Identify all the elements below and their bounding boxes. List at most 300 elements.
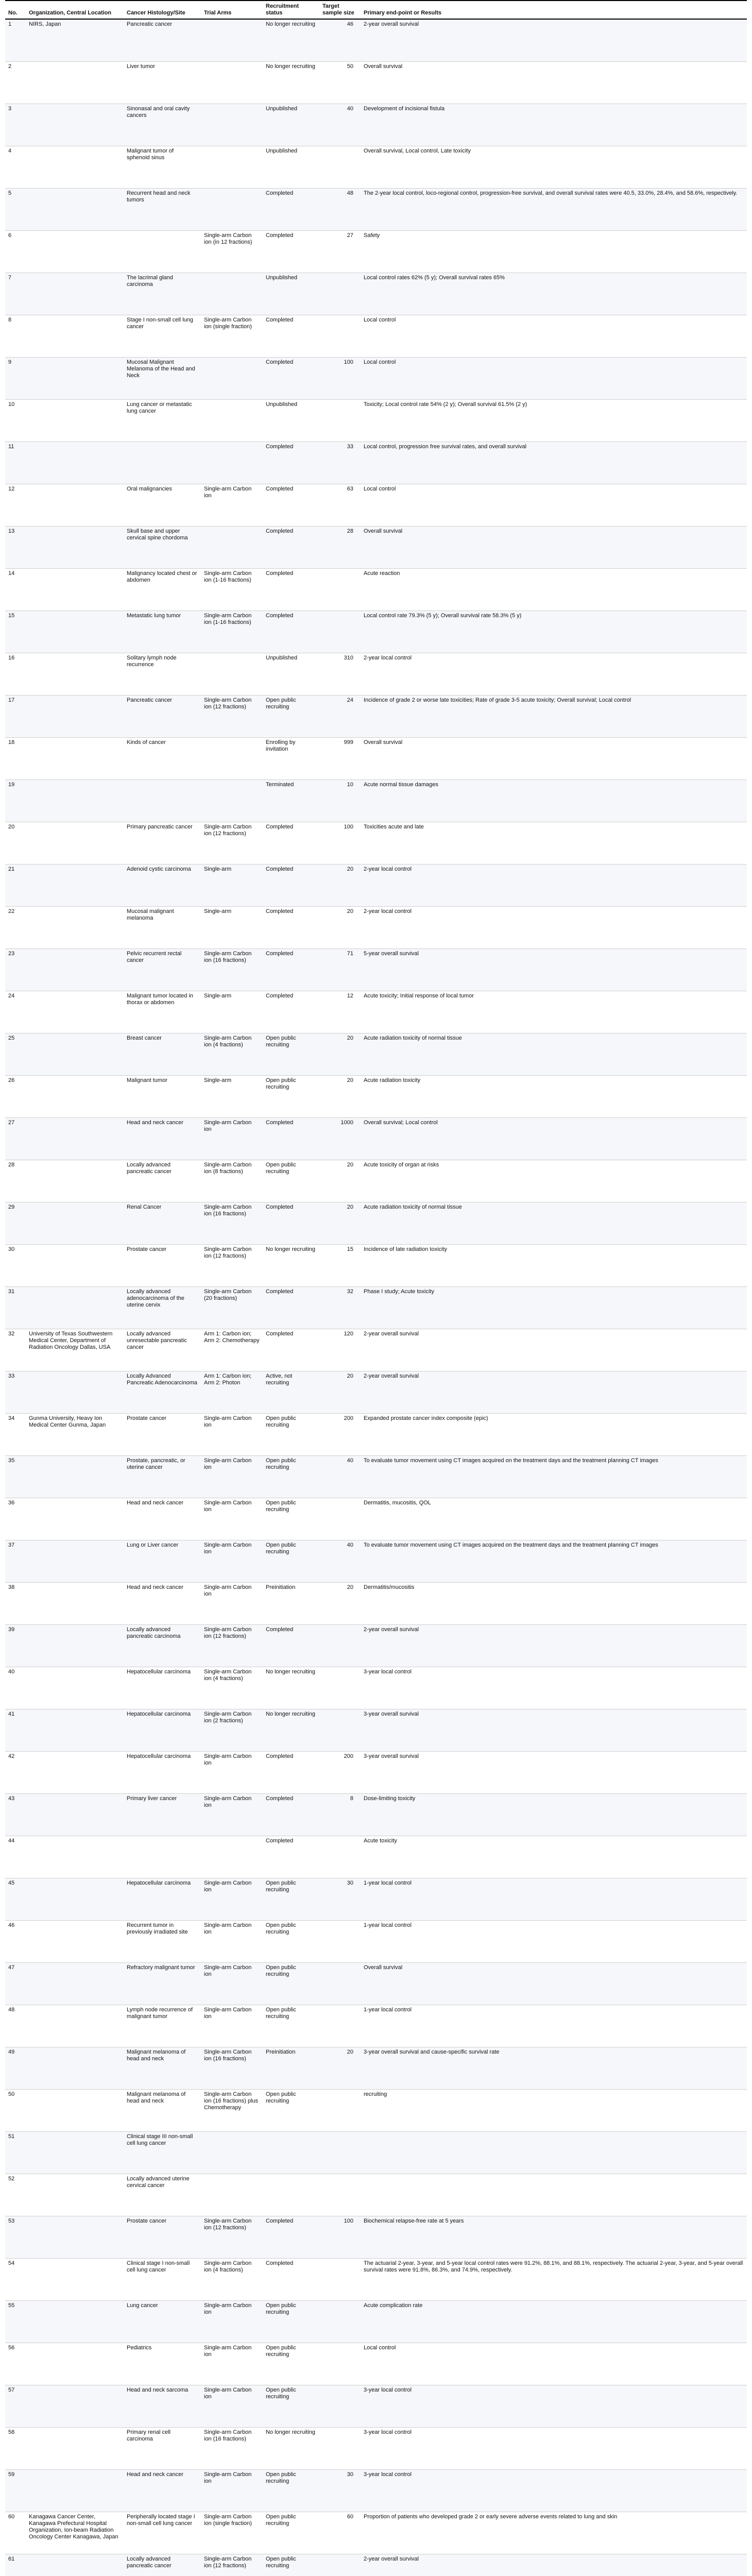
cell-cancer: Pancreatic cancer <box>124 19 201 61</box>
cell-trial-arms <box>201 737 263 779</box>
table-row <box>5 1413 747 1455</box>
cell-no: 13 <box>5 526 26 568</box>
cell-no: 56 <box>5 2343 26 2385</box>
cell-trial-arms: Single-arm Carbon ion <box>201 1413 263 1455</box>
cell-endpoint: The 2-year local control, loco-regional control, progression-free survival, and overall survival rates were 40.5, 33.0%, 28.4%, and 58.6%, respectively. <box>361 188 747 230</box>
cell-trial-arms: Single-arm Carbon ion <box>201 1793 263 1836</box>
cell-cancer: Solitary lymph node recurrence <box>124 653 201 695</box>
cell-recruitment-status: No longer recruiting <box>263 2427 319 2469</box>
cell-trial-arms <box>201 104 263 146</box>
cell-trial-arms <box>201 653 263 695</box>
cell-recruitment-status: Open public recruiting <box>263 1878 319 1920</box>
cell-target-sample-size: 10 <box>319 779 361 822</box>
cell-recruitment-status: Completed <box>263 1117 319 1160</box>
cell-organization <box>26 1033 124 1075</box>
cell-organization <box>26 2300 124 2343</box>
cell-no: 14 <box>5 568 26 611</box>
cell-endpoint: Local control rates 62% (5 y); Overall survival rates 65% <box>361 273 747 315</box>
cell-recruitment-status: Completed <box>263 864 319 906</box>
header-no: No. <box>5 1 26 19</box>
cell-recruitment-status: Open public recruiting <box>263 1413 319 1455</box>
cell-target-sample-size: 20 <box>319 1371 361 1413</box>
cell-organization <box>26 2554 124 2576</box>
header-organization: Organization, Central Location <box>26 1 124 19</box>
table-row <box>5 2174 747 2216</box>
cell-no: 53 <box>5 2216 26 2258</box>
cell-recruitment-status: Open public recruiting <box>263 1540 319 1582</box>
cell-cancer: Mucosal malignant melanoma <box>124 906 201 948</box>
cell-endpoint: 1-year local control <box>361 2005 747 2047</box>
cell-target-sample-size: 33 <box>319 442 361 484</box>
cell-target-sample-size: 15 <box>319 1244 361 1286</box>
cell-organization <box>26 2385 124 2427</box>
cell-organization <box>26 2131 124 2174</box>
cell-cancer: Locally advanced pancreatic cancer <box>124 1160 201 1202</box>
cell-recruitment-status: Open public recruiting <box>263 1075 319 1117</box>
cell-organization <box>26 2258 124 2300</box>
cell-no: 6 <box>5 230 26 273</box>
cell-trial-arms <box>201 2131 263 2174</box>
cell-organization <box>26 526 124 568</box>
table-body <box>5 19 747 2576</box>
cell-endpoint: Dermatitis, mucositis, QOL <box>361 1498 747 1540</box>
cell-recruitment-status: Open public recruiting <box>263 1920 319 1962</box>
cell-target-sample-size: 20 <box>319 1075 361 1117</box>
table-row <box>5 653 747 695</box>
table-row <box>5 948 747 991</box>
cell-target-sample-size: 20 <box>319 1582 361 1624</box>
cell-cancer <box>124 779 201 822</box>
table-row <box>5 1117 747 1160</box>
cell-endpoint: Local control <box>361 484 747 526</box>
cell-trial-arms <box>201 61 263 104</box>
cell-no: 32 <box>5 1329 26 1371</box>
cell-organization <box>26 1751 124 1793</box>
cell-no: 55 <box>5 2300 26 2343</box>
table-row <box>5 737 747 779</box>
cell-target-sample-size <box>319 2300 361 2343</box>
cell-cancer: Head and neck cancer <box>124 1117 201 1160</box>
table-row <box>5 611 747 653</box>
cell-organization <box>26 1709 124 1751</box>
cell-trial-arms: Single-arm Carbon ion (4 fractions) <box>201 1667 263 1709</box>
cell-endpoint: 2-year overall survival <box>361 1624 747 1667</box>
cell-endpoint: 2-year overall survival <box>361 1329 747 1371</box>
cell-target-sample-size <box>319 2427 361 2469</box>
cell-recruitment-status: No longer recruiting <box>263 1667 319 1709</box>
cell-trial-arms <box>201 357 263 399</box>
table-row <box>5 2005 747 2047</box>
cell-recruitment-status: Completed <box>263 1202 319 1244</box>
cell-organization <box>26 991 124 1033</box>
cell-target-sample-size: 24 <box>319 695 361 737</box>
cell-no: 42 <box>5 1751 26 1793</box>
cell-organization <box>26 1202 124 1244</box>
cell-cancer: Recurrent tumor in previously irradiated site <box>124 1920 201 1962</box>
cell-endpoint: 2-year local control <box>361 653 747 695</box>
cell-cancer: Malignancy located chest or abdomen <box>124 568 201 611</box>
cell-endpoint: Local control <box>361 357 747 399</box>
cell-recruitment-status: Unpublished <box>263 273 319 315</box>
cell-recruitment-status: Completed <box>263 442 319 484</box>
cell-target-sample-size <box>319 2258 361 2300</box>
cell-cancer: Locally Advanced Pancreatic Adenocarcinoma <box>124 1371 201 1413</box>
cell-organization <box>26 2047 124 2089</box>
cell-trial-arms: Single-arm Carbon ion <box>201 2005 263 2047</box>
table-row <box>5 1160 747 1202</box>
cell-recruitment-status: Terminated <box>263 779 319 822</box>
table-row <box>5 484 747 526</box>
cell-trial-arms: Single-arm Carbon ion <box>201 1920 263 1962</box>
cell-recruitment-status: Completed <box>263 1751 319 1793</box>
cell-trial-arms: Single-arm Carbon ion (12 fractions) <box>201 2216 263 2258</box>
cell-endpoint: Safety <box>361 230 747 273</box>
cell-trial-arms: Single-arm Carbon ion (16 fractions) <box>201 948 263 991</box>
cell-recruitment-status: Unpublished <box>263 653 319 695</box>
cell-recruitment-status: Completed <box>263 1286 319 1329</box>
cell-organization <box>26 568 124 611</box>
cell-trial-arms <box>201 146 263 188</box>
cell-organization <box>26 695 124 737</box>
cell-endpoint: To evaluate tumor movement using CT images acquired on the treatment days and the treatment planning CT images <box>361 1540 747 1582</box>
table-row <box>5 1667 747 1709</box>
table-row <box>5 695 747 737</box>
cell-organization <box>26 1498 124 1540</box>
cell-no: 20 <box>5 822 26 864</box>
cell-cancer: Prostate cancer <box>124 1244 201 1286</box>
cell-no: 44 <box>5 1836 26 1878</box>
cell-endpoint: Overall survival <box>361 61 747 104</box>
cell-recruitment-status <box>263 2131 319 2174</box>
cell-cancer: Metastatic lung tumor <box>124 611 201 653</box>
cell-endpoint: 1-year local control <box>361 1878 747 1920</box>
cell-cancer: Primary renal cell carcinoma <box>124 2427 201 2469</box>
cell-target-sample-size: 20 <box>319 864 361 906</box>
cell-trial-arms <box>201 399 263 442</box>
cell-no: 19 <box>5 779 26 822</box>
table-row <box>5 2512 747 2554</box>
cell-target-sample-size <box>319 568 361 611</box>
cell-target-sample-size: 48 <box>319 188 361 230</box>
cell-trial-arms <box>201 1836 263 1878</box>
cell-trial-arms: Single-arm Carbon ion <box>201 1962 263 2005</box>
cell-recruitment-status: Open public recruiting <box>263 2343 319 2385</box>
cell-target-sample-size <box>319 2131 361 2174</box>
cell-target-sample-size: 30 <box>319 2469 361 2512</box>
cell-target-sample-size: 999 <box>319 737 361 779</box>
table-row <box>5 1878 747 1920</box>
cell-organization <box>26 948 124 991</box>
table-row <box>5 906 747 948</box>
cell-target-sample-size: 20 <box>319 1202 361 1244</box>
table-row <box>5 1751 747 1793</box>
cell-target-sample-size <box>319 273 361 315</box>
table-row <box>5 991 747 1033</box>
cell-recruitment-status: Completed <box>263 188 319 230</box>
cell-trial-arms: Single-arm Carbon ion <box>201 2300 263 2343</box>
cell-organization <box>26 822 124 864</box>
cell-no: 38 <box>5 1582 26 1624</box>
cell-cancer: Lung cancer or metastatic lung cancer <box>124 399 201 442</box>
cell-recruitment-status: No longer recruiting <box>263 61 319 104</box>
cell-endpoint: Overall survival, Local control, Late toxicity <box>361 146 747 188</box>
cell-endpoint: Biochemical relapse-free rate at 5 years <box>361 2216 747 2258</box>
cell-trial-arms: Single-arm Carbon ion (12 fractions) <box>201 695 263 737</box>
cell-recruitment-status: No longer recruiting <box>263 1244 319 1286</box>
cell-cancer: Renal Cancer <box>124 1202 201 1244</box>
cell-trial-arms <box>201 273 263 315</box>
table-row <box>5 273 747 315</box>
cell-no: 23 <box>5 948 26 991</box>
cell-cancer: Pelvic recurrent rectal cancer <box>124 948 201 991</box>
cell-organization <box>26 2089 124 2131</box>
cell-trial-arms <box>201 526 263 568</box>
cell-organization <box>26 864 124 906</box>
cell-recruitment-status: Open public recruiting <box>263 1455 319 1498</box>
cell-organization <box>26 1075 124 1117</box>
cell-cancer <box>124 442 201 484</box>
cell-no: 15 <box>5 611 26 653</box>
cell-recruitment-status: Open public recruiting <box>263 1033 319 1075</box>
cell-target-sample-size <box>319 2343 361 2385</box>
table-row <box>5 146 747 188</box>
cell-cancer: Recurrent head and neck tumors <box>124 188 201 230</box>
cell-no: 45 <box>5 1878 26 1920</box>
cell-endpoint: Acute toxicity <box>361 1836 747 1878</box>
cell-organization <box>26 146 124 188</box>
cell-endpoint: Toxicities acute and late <box>361 822 747 864</box>
cell-endpoint: 3-year local control <box>361 2469 747 2512</box>
cell-no: 51 <box>5 2131 26 2174</box>
table-row <box>5 1075 747 1117</box>
cell-target-sample-size: 50 <box>319 61 361 104</box>
table-row <box>5 2089 747 2131</box>
cell-organization <box>26 273 124 315</box>
cell-recruitment-status: Open public recruiting <box>263 2385 319 2427</box>
cell-target-sample-size: 120 <box>319 1329 361 1371</box>
cell-target-sample-size: 40 <box>319 1455 361 1498</box>
cell-endpoint: Local control rate 79.3% (5 y); Overall survival rate 58.3% (5 y) <box>361 611 747 653</box>
cell-cancer: Prostate, pancreatic, or uterine cancer <box>124 1455 201 1498</box>
table-row <box>5 19 747 61</box>
cell-organization <box>26 2427 124 2469</box>
table-row <box>5 1244 747 1286</box>
cell-endpoint: 2-year overall survival <box>361 2554 747 2576</box>
table-row <box>5 315 747 357</box>
cell-trial-arms <box>201 779 263 822</box>
cell-cancer: Malignant melanoma of head and neck <box>124 2047 201 2089</box>
cell-trial-arms: Single-arm Carbon ion <box>201 484 263 526</box>
table-row <box>5 1286 747 1329</box>
cell-trial-arms: Single-arm Carbon ion (16 fractions) <box>201 2427 263 2469</box>
cell-cancer: Pediatrics <box>124 2343 201 2385</box>
cell-recruitment-status: Completed <box>263 2216 319 2258</box>
cell-no: 1 <box>5 19 26 61</box>
cell-cancer: Skull base and upper cervical spine chordoma <box>124 526 201 568</box>
cell-endpoint: 3-year overall survival <box>361 1709 747 1751</box>
cell-target-sample-size <box>319 399 361 442</box>
cell-no: 18 <box>5 737 26 779</box>
cell-no: 16 <box>5 653 26 695</box>
cell-recruitment-status: Completed <box>263 906 319 948</box>
cell-target-sample-size <box>319 2174 361 2216</box>
cell-cancer: Head and neck cancer <box>124 1582 201 1624</box>
cell-cancer: Adenoid cystic carcinoma <box>124 864 201 906</box>
table-row <box>5 2258 747 2300</box>
cell-no: 33 <box>5 1371 26 1413</box>
cell-no: 27 <box>5 1117 26 1160</box>
cell-organization <box>26 2174 124 2216</box>
cell-endpoint: Phase I study; Acute toxicity <box>361 1286 747 1329</box>
cell-target-sample-size <box>319 1498 361 1540</box>
table-row <box>5 822 747 864</box>
cell-organization <box>26 653 124 695</box>
cell-recruitment-status: No longer recruiting <box>263 19 319 61</box>
cell-recruitment-status: Open public recruiting <box>263 1962 319 2005</box>
table-row <box>5 2385 747 2427</box>
cell-target-sample-size: 40 <box>319 1540 361 1582</box>
cell-no: 46 <box>5 1920 26 1962</box>
cell-target-sample-size: 63 <box>319 484 361 526</box>
cell-cancer: Clinical stage III non-small cell lung cancer <box>124 2131 201 2174</box>
cell-target-sample-size <box>319 2554 361 2576</box>
cell-target-sample-size <box>319 2089 361 2131</box>
cell-no: 49 <box>5 2047 26 2089</box>
cell-organization <box>26 2343 124 2385</box>
cell-cancer: Clinical stage I non-small cell lung cancer <box>124 2258 201 2300</box>
cell-trial-arms: Single-arm <box>201 991 263 1033</box>
cell-no: 50 <box>5 2089 26 2131</box>
cell-recruitment-status: Completed <box>263 1624 319 1667</box>
cell-organization <box>26 2005 124 2047</box>
cell-target-sample-size: 30 <box>319 1878 361 1920</box>
cell-organization <box>26 1117 124 1160</box>
cell-endpoint: Incidence of grade 2 or worse late toxicities; Rate of grade 3-5 acute toxicity; Overall survival; Local control <box>361 695 747 737</box>
cell-endpoint: Toxicity; Local control rate 54% (2 y); Overall survival 61.5% (2 y) <box>361 399 747 442</box>
cell-recruitment-status: Preinitiation <box>263 2047 319 2089</box>
cell-endpoint: 5-year overall survival <box>361 948 747 991</box>
cell-endpoint: Local control <box>361 315 747 357</box>
cell-no: 10 <box>5 399 26 442</box>
cell-no: 29 <box>5 1202 26 1244</box>
table-row <box>5 864 747 906</box>
cell-target-sample-size: 40 <box>319 104 361 146</box>
cell-target-sample-size: 200 <box>319 1413 361 1455</box>
cell-recruitment-status: No longer recruiting <box>263 1709 319 1751</box>
cell-organization <box>26 61 124 104</box>
table-row <box>5 2554 747 2576</box>
header-cancer: Cancer Histology/Site <box>124 1 201 19</box>
cell-target-sample-size: 100 <box>319 2216 361 2258</box>
cell-recruitment-status: Open public recruiting <box>263 1160 319 1202</box>
cell-endpoint: 2-year overall survival <box>361 1371 747 1413</box>
table-row <box>5 2131 747 2174</box>
cell-organization <box>26 399 124 442</box>
cell-trial-arms: Single-arm <box>201 1075 263 1117</box>
cell-trial-arms: Single-arm Carbon ion (single fraction) <box>201 315 263 357</box>
cell-endpoint: Acute radiation toxicity <box>361 1075 747 1117</box>
cell-cancer: Hepatocellular carcinoma <box>124 1878 201 1920</box>
cell-target-sample-size: 20 <box>319 2047 361 2089</box>
cell-cancer: Malignant tumor <box>124 1075 201 1117</box>
cell-trial-arms: Single-arm <box>201 906 263 948</box>
cell-endpoint: Overall survival; Local control <box>361 1117 747 1160</box>
cell-trial-arms: Single-arm Carbon ion <box>201 2385 263 2427</box>
cell-cancer: Malignant melanoma of head and neck <box>124 2089 201 2131</box>
cell-endpoint: Development of incisional fistula <box>361 104 747 146</box>
cell-trial-arms: Single-arm Carbon ion (12 fractions) <box>201 1244 263 1286</box>
table-row <box>5 1920 747 1962</box>
cell-cancer: Peripherally located stage I non-small cell lung cancer <box>124 2512 201 2554</box>
cell-recruitment-status: Open public recruiting <box>263 695 319 737</box>
cell-endpoint: Acute radiation toxicity of normal tissue <box>361 1202 747 1244</box>
cell-target-sample-size <box>319 1709 361 1751</box>
cell-cancer: Head and neck cancer <box>124 1498 201 1540</box>
cell-recruitment-status: Open public recruiting <box>263 2512 319 2554</box>
cell-target-sample-size: 200 <box>319 1751 361 1793</box>
cell-target-sample-size: 46 <box>319 19 361 61</box>
cell-target-sample-size: 1000 <box>319 1117 361 1160</box>
cell-recruitment-status: Open public recruiting <box>263 2005 319 2047</box>
table-row <box>5 1455 747 1498</box>
cell-trial-arms <box>201 442 263 484</box>
table-row <box>5 1329 747 1371</box>
cell-no: 8 <box>5 315 26 357</box>
cell-cancer: Malignant tumor of sphenoid sinus <box>124 146 201 188</box>
cell-no: 3 <box>5 104 26 146</box>
table-row <box>5 357 747 399</box>
cell-endpoint <box>361 2174 747 2216</box>
cell-no: 24 <box>5 991 26 1033</box>
cell-endpoint: Acute normal tissue damages <box>361 779 747 822</box>
cell-trial-arms: Single-arm Carbon ion <box>201 2469 263 2512</box>
cell-endpoint: Acute complication rate <box>361 2300 747 2343</box>
cell-cancer: Hepatocellular carcinoma <box>124 1709 201 1751</box>
cell-target-sample-size <box>319 611 361 653</box>
cell-trial-arms <box>201 19 263 61</box>
cell-no: 57 <box>5 2385 26 2427</box>
cell-endpoint: Overall survival <box>361 737 747 779</box>
cell-no: 30 <box>5 1244 26 1286</box>
cell-endpoint: recruiting <box>361 2089 747 2131</box>
cell-recruitment-status: Completed <box>263 526 319 568</box>
cell-recruitment-status: Completed <box>263 1329 319 1371</box>
cell-trial-arms: Single-arm Carbon ion (2 fractions) <box>201 1709 263 1751</box>
cell-cancer: Kinds of cancer <box>124 737 201 779</box>
cell-trial-arms: Single-arm Carbon ion (16 fractions) <box>201 1202 263 1244</box>
table-row <box>5 1962 747 2005</box>
cell-recruitment-status: Completed <box>263 230 319 273</box>
cell-endpoint: Overall survival <box>361 1962 747 2005</box>
cell-recruitment-status: Completed <box>263 315 319 357</box>
cell-cancer: Mucosal Malignant Melanoma of the Head and Neck <box>124 357 201 399</box>
table-row <box>5 568 747 611</box>
cell-organization <box>26 357 124 399</box>
cell-recruitment-status: Open public recruiting <box>263 2089 319 2131</box>
cell-trial-arms: Single-arm Carbon ion <box>201 1117 263 1160</box>
cell-no: 48 <box>5 2005 26 2047</box>
cell-endpoint: 3-year local control <box>361 1667 747 1709</box>
cell-target-sample-size: 100 <box>319 357 361 399</box>
table-row <box>5 188 747 230</box>
cell-trial-arms: Single-arm Carbon ion (4 fractions) <box>201 1033 263 1075</box>
cell-target-sample-size <box>319 1962 361 2005</box>
cell-no: 37 <box>5 1540 26 1582</box>
cell-no: 4 <box>5 146 26 188</box>
cell-organization <box>26 1371 124 1413</box>
cell-cancer: Hepatocellular carcinoma <box>124 1751 201 1793</box>
cell-target-sample-size: 100 <box>319 822 361 864</box>
